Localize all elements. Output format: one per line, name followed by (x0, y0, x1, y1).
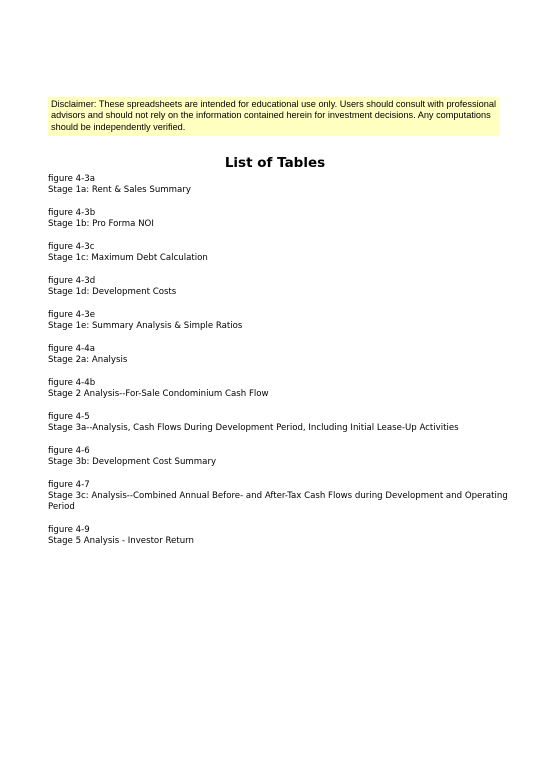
list-item (48, 378, 508, 400)
table-description: Stage 2a: Analysis (48, 355, 128, 365)
figure-number: figure 4-3d (48, 276, 96, 286)
list-item (48, 208, 508, 230)
page-title: List of Tables (224, 155, 326, 171)
figure-number: figure 4-9 (48, 525, 90, 535)
list-item (48, 525, 508, 547)
figure-number: figure 4-3b (48, 208, 96, 218)
figure-number: figure 4-3c (48, 242, 95, 252)
figure-number: figure 4-3e (48, 310, 96, 320)
list-item (48, 344, 508, 366)
list-item (48, 412, 508, 434)
table-description: Stage 2 Analysis--For-Sale Condominium Cash Flow (48, 389, 269, 399)
list-item (48, 276, 508, 298)
table-description: Stage 3b: Development Cost Summary (48, 457, 217, 467)
list-item (48, 446, 508, 468)
figure-number: figure 4-7 (48, 480, 90, 490)
table-description: Stage 1e: Summary Analysis & Simple Ratios (48, 321, 243, 331)
table-description: Stage 1a: Rent & Sales Summary (48, 185, 191, 195)
figure-number: figure 4-5 (48, 412, 90, 422)
figure-number: figure 4-6 (48, 446, 90, 456)
table-description: Stage 1c: Maximum Debt Calculation (48, 253, 208, 263)
list-item (48, 480, 508, 513)
table-description: Stage 1d: Development Costs (48, 287, 177, 297)
table-description: Stage 3a--Analysis, Cash Flows During Development Period, Including Initial Lease-Up Activities (48, 423, 459, 433)
figure-number: figure 4-4a (48, 344, 95, 354)
table-description: Stage 3c: Analysis--Combined Annual Before- and After-Tax Cash Flows during Development and Operating Period (48, 491, 508, 512)
list-item (48, 242, 508, 264)
disclaimer-box: Disclaimer: These spreadsheets are intended for educational use only. Users should consult with professional advisors and should not rely on the information contained herein for investment decisions. Any computations should be independently verified. (48, 97, 500, 136)
figure-number: figure 4-3a (48, 174, 95, 184)
table-list (48, 174, 508, 559)
figure-number: figure 4-4b (48, 378, 96, 388)
table-description: Stage 5 Analysis - Investor Return (48, 536, 194, 546)
list-item (48, 174, 508, 196)
table-description: Stage 1b: Pro Forma NOI (48, 219, 154, 229)
list-item (48, 310, 508, 332)
